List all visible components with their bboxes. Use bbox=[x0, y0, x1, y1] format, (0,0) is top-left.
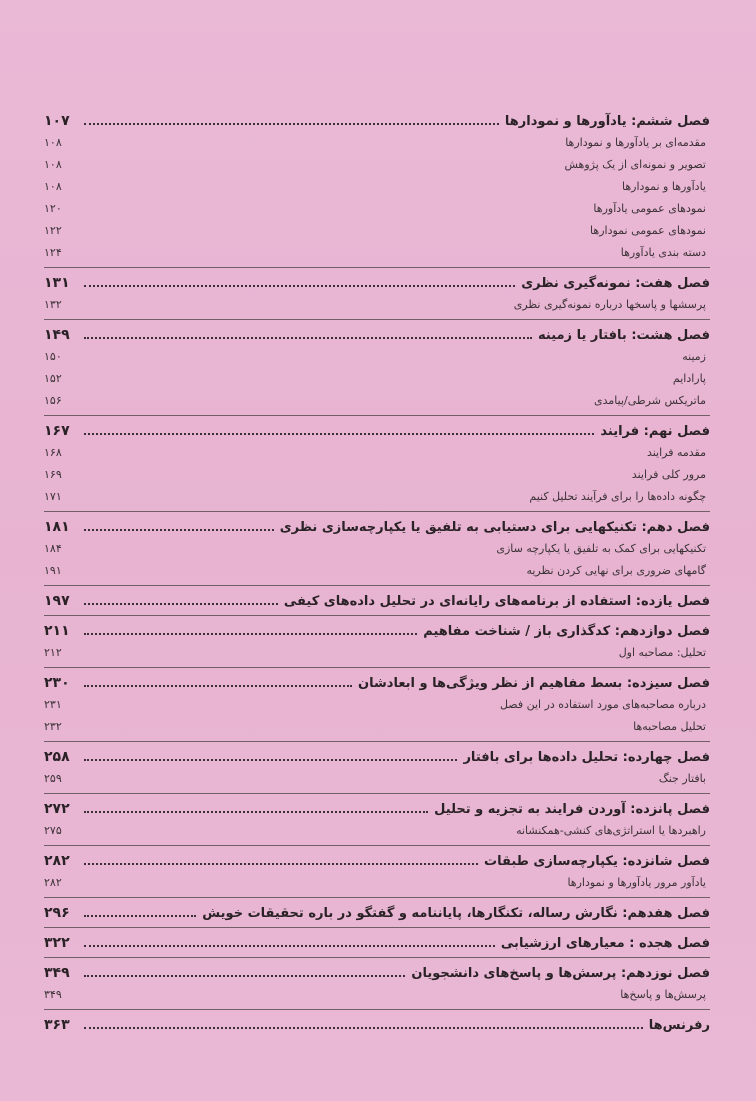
chapter-row bbox=[44, 110, 710, 132]
section-page-number: ۲۱۲ bbox=[44, 646, 62, 659]
section-row bbox=[44, 154, 710, 176]
chapter-divider bbox=[44, 845, 710, 846]
section-page-number: ۱۲۴ bbox=[44, 246, 62, 259]
section-title: بافتار جنگ bbox=[658, 772, 706, 785]
chapter-row bbox=[44, 420, 710, 442]
dot-leader bbox=[84, 798, 428, 813]
section-row bbox=[44, 538, 710, 560]
chapter-divider bbox=[44, 415, 710, 416]
section-title: مرور کلی فرایند bbox=[631, 468, 706, 481]
chapter-page-number: ۱۹۷ bbox=[44, 593, 70, 609]
section-page-number: ۳۴۹ bbox=[44, 988, 62, 1001]
section-page-number: ۲۵۹ bbox=[44, 772, 62, 785]
section-title: راهبردها یا استراتژی‌های کنشی-همکنشانه bbox=[516, 824, 706, 837]
section-title: ماتریکس شرطی/پیامدی bbox=[594, 394, 706, 407]
chapter-page-number: ۲۹۶ bbox=[44, 905, 70, 921]
chapter-page-number: ۱۴۹ bbox=[44, 327, 70, 343]
chapter-row bbox=[44, 590, 710, 612]
dot-leader bbox=[84, 1014, 643, 1029]
chapter-row bbox=[44, 902, 710, 924]
chapter-title: فصل شانزده: یکپارچه‌سازی طبقات bbox=[484, 854, 710, 869]
section-page-number: ۱۲۰ bbox=[44, 202, 62, 215]
chapter-divider bbox=[44, 511, 710, 512]
chapter-row bbox=[44, 798, 710, 820]
chapter-divider bbox=[44, 585, 710, 586]
section-page-number: ۱۰۸ bbox=[44, 158, 62, 171]
section-title: یادآور مرور یادآورها و نمودارها bbox=[567, 876, 706, 889]
dot-leader bbox=[84, 590, 278, 605]
section-page-number: ۱۰۸ bbox=[44, 180, 62, 193]
section-row bbox=[44, 346, 710, 368]
section-title: مقدمه فرایند bbox=[646, 446, 706, 459]
section-title: دسته بندی یادآورها bbox=[620, 246, 706, 259]
table-of-contents bbox=[44, 108, 710, 1036]
chapter-title: فصل هجده : معیارهای ارزشیابی bbox=[500, 936, 710, 951]
section-row bbox=[44, 768, 710, 790]
dot-leader bbox=[84, 932, 495, 947]
section-page-number: ۱۹۱ bbox=[44, 564, 62, 577]
section-row bbox=[44, 872, 710, 894]
section-row bbox=[44, 560, 710, 582]
section-page-number: ۱۳۲ bbox=[44, 298, 62, 311]
section-title: مقدمه‌ای بر یادآورها و نمودارها bbox=[565, 136, 706, 149]
section-page-number: ۲۳۲ bbox=[44, 720, 62, 733]
chapter-page-number: ۲۳۰ bbox=[44, 675, 70, 691]
section-page-number: ۲۳۱ bbox=[44, 698, 62, 711]
section-row bbox=[44, 642, 710, 664]
chapter-page-number: ۱۰۷ bbox=[44, 113, 70, 129]
section-page-number: ۱۰۸ bbox=[44, 136, 62, 149]
chapter-title: فصل ششم: یادآورها و نمودارها bbox=[504, 114, 710, 129]
dot-leader bbox=[84, 272, 515, 287]
section-row bbox=[44, 984, 710, 1006]
section-page-number: ۱۶۸ bbox=[44, 446, 62, 459]
section-row bbox=[44, 176, 710, 198]
chapter-divider bbox=[44, 741, 710, 742]
chapter-page-number: ۲۱۱ bbox=[44, 623, 70, 639]
chapter-page-number: ۲۸۲ bbox=[44, 853, 70, 869]
section-page-number: ۲۷۵ bbox=[44, 824, 62, 837]
chapter-page-number: ۳۶۳ bbox=[44, 1017, 70, 1033]
chapter-divider bbox=[44, 319, 710, 320]
chapter-divider bbox=[44, 267, 710, 268]
dot-leader bbox=[84, 850, 478, 865]
chapter-row bbox=[44, 850, 710, 872]
section-title: پرسشها و پاسخها درباره نمونه‌گیری نظری bbox=[513, 298, 706, 311]
section-row bbox=[44, 486, 710, 508]
section-row bbox=[44, 198, 710, 220]
section-title: تکنیکهایی برای کمک به تلفیق یا یکپارچه سازی bbox=[496, 542, 706, 555]
section-row bbox=[44, 390, 710, 412]
chapter-divider bbox=[44, 1009, 710, 1010]
dot-leader bbox=[84, 110, 499, 125]
section-page-number: ۱۷۱ bbox=[44, 490, 62, 503]
section-row bbox=[44, 368, 710, 390]
section-row bbox=[44, 694, 710, 716]
chapter-page-number: ۱۳۱ bbox=[44, 275, 70, 291]
chapter-divider bbox=[44, 615, 710, 616]
section-title: چگونه داده‌ها را برای فرآیند تحلیل کنیم bbox=[529, 490, 706, 503]
chapter-title: فصل یازده: استفاده از برنامه‌های رایانه‌ای در تحلیل داده‌های کیفی bbox=[283, 594, 710, 609]
section-title: درباره مصاحبه‌های مورد استفاده در این فصل bbox=[499, 698, 706, 711]
section-title: زمینه bbox=[682, 350, 706, 363]
chapter-title: فصل هفدهم: نگارش رساله، تکنگارها، پایاننامه و گفتگو در باره تحقیقات خویش bbox=[202, 906, 710, 921]
section-page-number: ۱۵۰ bbox=[44, 350, 62, 363]
chapter-row bbox=[44, 620, 710, 642]
section-title: نمودهای عمومی نمودارها bbox=[590, 224, 706, 237]
section-title: نمودهای عمومی یادآورها bbox=[593, 202, 706, 215]
chapter-row bbox=[44, 746, 710, 768]
section-page-number: ۱۲۲ bbox=[44, 224, 62, 237]
chapter-title: فصل دوازدهم: کدگذاری باز / شناخت مفاهیم bbox=[423, 624, 710, 639]
chapter-title: فصل دهم: تکنیکهایی برای دستیابی به تلفیق یا یکپارچه‌سازی نظری bbox=[279, 520, 710, 535]
chapter-row bbox=[44, 272, 710, 294]
section-title: تحلیل: مصاحبه اول bbox=[618, 646, 706, 659]
chapter-page-number: ۱۸۱ bbox=[44, 519, 70, 535]
dot-leader bbox=[84, 324, 532, 339]
chapter-title: رفرنس‌ها bbox=[648, 1018, 710, 1033]
dot-leader bbox=[84, 516, 274, 531]
chapter-divider bbox=[44, 667, 710, 668]
chapter-title: فصل هشت: بافتار یا زمینه bbox=[538, 328, 710, 343]
section-page-number: ۱۵۲ bbox=[44, 372, 62, 385]
section-row bbox=[44, 220, 710, 242]
section-page-number: ۱۶۹ bbox=[44, 468, 62, 481]
chapter-title: فصل چهارده: تحلیل داده‌ها برای بافتار bbox=[463, 750, 710, 765]
section-row bbox=[44, 820, 710, 842]
chapter-title: فصل هفت: نمونه‌گیری نظری bbox=[521, 276, 710, 291]
chapter-divider bbox=[44, 957, 710, 958]
chapter-title: فصل سیزده: بسط مفاهیم از نظر ویژگی‌ها و ابعادشان bbox=[358, 676, 710, 691]
section-row bbox=[44, 242, 710, 264]
chapter-row bbox=[44, 1014, 710, 1036]
chapter-title: فصل پانزده: آوردن فرایند به تجزیه و تحلیل bbox=[434, 802, 710, 817]
section-row bbox=[44, 716, 710, 738]
chapter-row bbox=[44, 324, 710, 346]
chapter-page-number: ۱۶۷ bbox=[44, 423, 70, 439]
dot-leader bbox=[84, 672, 352, 687]
chapter-row bbox=[44, 672, 710, 694]
chapter-title: فصل نهم: فرایند bbox=[600, 424, 710, 439]
section-title: پارادایم bbox=[672, 372, 706, 385]
chapter-divider bbox=[44, 927, 710, 928]
section-page-number: ۲۸۲ bbox=[44, 876, 62, 889]
section-row bbox=[44, 132, 710, 154]
chapter-page-number: ۳۴۹ bbox=[44, 965, 70, 981]
section-row bbox=[44, 442, 710, 464]
chapter-page-number: ۲۵۸ bbox=[44, 749, 70, 765]
section-row bbox=[44, 294, 710, 316]
section-title: تصویر و نمونه‌ای از یک پژوهش bbox=[564, 158, 706, 171]
section-page-number: ۱۵۶ bbox=[44, 394, 62, 407]
chapter-row bbox=[44, 516, 710, 538]
section-title: پرسش‌ها و پاسخ‌ها bbox=[620, 988, 706, 1001]
dot-leader bbox=[84, 962, 405, 977]
chapter-row bbox=[44, 932, 710, 954]
chapter-page-number: ۳۲۲ bbox=[44, 935, 70, 951]
section-title: تحلیل مصاحبه‌ها bbox=[633, 720, 706, 733]
section-page-number: ۱۸۴ bbox=[44, 542, 62, 555]
chapter-divider bbox=[44, 897, 710, 898]
chapter-title: فصل نوزدهم: پرسش‌ها و پاسخ‌های دانشجویان bbox=[411, 966, 710, 981]
dot-leader bbox=[84, 902, 196, 917]
section-title: گامهای ضروری برای نهایی کردن نظریه bbox=[526, 564, 706, 577]
dot-leader bbox=[84, 620, 417, 635]
dot-leader bbox=[84, 420, 594, 435]
chapter-page-number: ۲۷۲ bbox=[44, 801, 70, 817]
section-row bbox=[44, 464, 710, 486]
chapter-row bbox=[44, 962, 710, 984]
chapter-divider bbox=[44, 793, 710, 794]
section-title: یادآورها و نمودارها bbox=[622, 180, 706, 193]
dot-leader bbox=[84, 746, 457, 761]
